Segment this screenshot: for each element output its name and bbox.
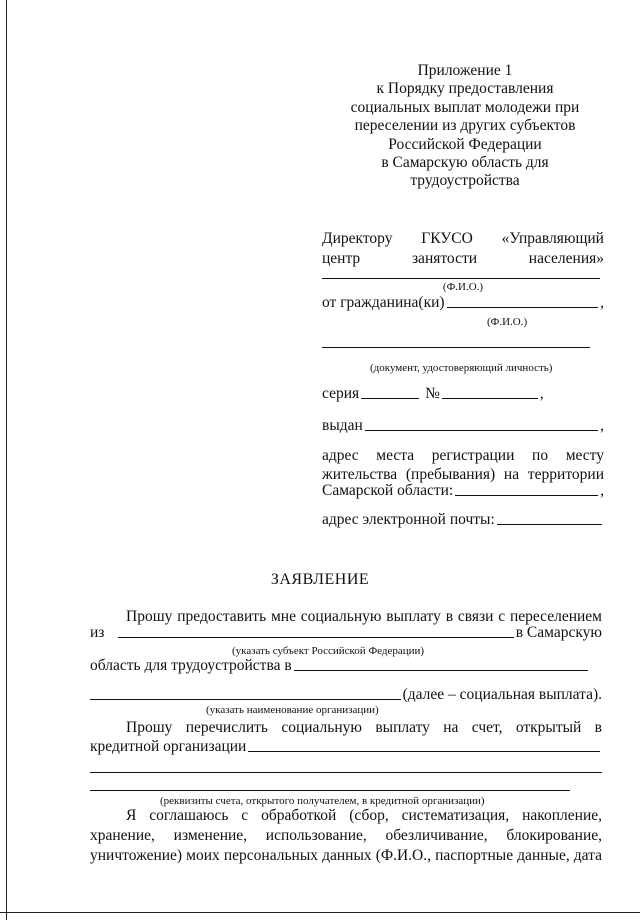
origin-region-field[interactable]: [118, 636, 513, 638]
identity-document-caption: (документ, удостоверяющий личность): [370, 362, 553, 374]
appendix-line: в Самарскую область для: [381, 154, 549, 172]
consent-line-1: Я соглашаюсь с обработкой (сбор, систематизация, накопление,: [126, 807, 602, 824]
employment-region-label: область для трудоустройства в: [90, 657, 292, 674]
addressee-line-2: [322, 249, 604, 269]
issued-row: [322, 417, 604, 435]
comma: ,: [539, 385, 544, 402]
page-bottom-edge: [0, 912, 640, 913]
email-label: адрес электронной почты:: [322, 511, 495, 528]
appendix-line: Приложение 1: [417, 62, 513, 79]
organization-caption: (указать наименование организации): [206, 704, 379, 716]
from-citizen-row: [322, 294, 604, 312]
registration-address-text: адрес места регистрации по месту жительства (пребывания) на территории: [322, 447, 604, 483]
registration-address-row: [322, 482, 604, 500]
director-fio-caption: (Ф.И.О.): [442, 281, 484, 293]
appendix-line: к Порядку предоставления: [376, 80, 554, 98]
addressee-block: [322, 229, 604, 294]
credit-organization-row: [90, 738, 602, 756]
addressee-word: «Управляющий: [501, 230, 604, 247]
consent-line-2: хранение, изменение, использование, обезличивание, блокирование,: [90, 827, 602, 844]
series-field[interactable]: [361, 397, 419, 399]
relocation-from-row: [90, 624, 602, 642]
credit-organization-field[interactable]: [248, 750, 600, 752]
organization-name-field[interactable]: [90, 698, 401, 700]
account-details-field-1[interactable]: [90, 772, 602, 773]
series-number-row: [322, 385, 604, 403]
request-paragraph-2: Прошу перечислить социальную выплату на счет, открытый в: [126, 719, 602, 736]
addressee-word: занятости: [411, 250, 478, 267]
hereinafter-text: (далее – социальная выплата).: [402, 686, 602, 703]
appendix-line: Российской Федерации: [388, 135, 542, 153]
organization-row: [90, 686, 602, 704]
appendix-header: [300, 62, 630, 191]
from-citizen-caption: (Ф.И.О.): [487, 316, 528, 328]
registration-address-label: Самарской области:: [322, 482, 454, 499]
from-citizen-label: от гражданина(ки): [322, 294, 445, 311]
issued-field[interactable]: [365, 429, 598, 431]
consent-line-3: уничтожение) моих персональных данных (Ф.И.О., паспортные данные, дата: [90, 847, 602, 864]
series-label: серия: [322, 385, 360, 402]
document-title: ЗАЯВЛЕНИЕ: [270, 571, 370, 588]
director-fio-field[interactable]: [322, 278, 600, 279]
appendix-line: трудоустройства: [410, 172, 520, 190]
email-field[interactable]: [497, 523, 602, 525]
credit-organization-label: кредитной организации: [90, 738, 247, 755]
identity-document-field[interactable]: [322, 347, 590, 348]
number-label: №: [425, 385, 440, 402]
appendix-line: социальных выплат молодежи при: [350, 98, 580, 116]
issued-label: выдан: [322, 417, 363, 434]
addressee-word: Директору: [322, 230, 393, 247]
registration-address-field[interactable]: [455, 494, 598, 496]
number-field[interactable]: [442, 397, 538, 399]
employment-region-row: [90, 657, 590, 675]
to-samara-text: в Самарскую: [515, 624, 602, 641]
addressee-word: населения»: [528, 250, 604, 267]
account-details-caption: (реквизиты счета, открытого получателем, в кредитной организации): [160, 795, 485, 807]
addressee-line-1: [322, 229, 604, 249]
email-row: [322, 511, 604, 529]
comma: ,: [600, 294, 604, 311]
addressee-word: центр: [322, 250, 361, 267]
account-details-field-2[interactable]: [90, 790, 570, 791]
from-citizen-field[interactable]: [447, 306, 599, 308]
addressee-word: ГКУСО: [421, 230, 473, 247]
comma: ,: [600, 417, 604, 434]
page-left-edge: [6, 0, 7, 920]
region-caption: (указать субъект Российской Федерации): [232, 645, 425, 657]
employment-organization-field[interactable]: [294, 669, 588, 671]
request-paragraph-1: Прошу предоставить мне социальную выплату в связи с переселением: [126, 608, 602, 625]
from-word: из: [90, 624, 105, 641]
comma: ,: [600, 482, 604, 499]
appendix-line: переселении из других субъектов: [354, 117, 576, 135]
